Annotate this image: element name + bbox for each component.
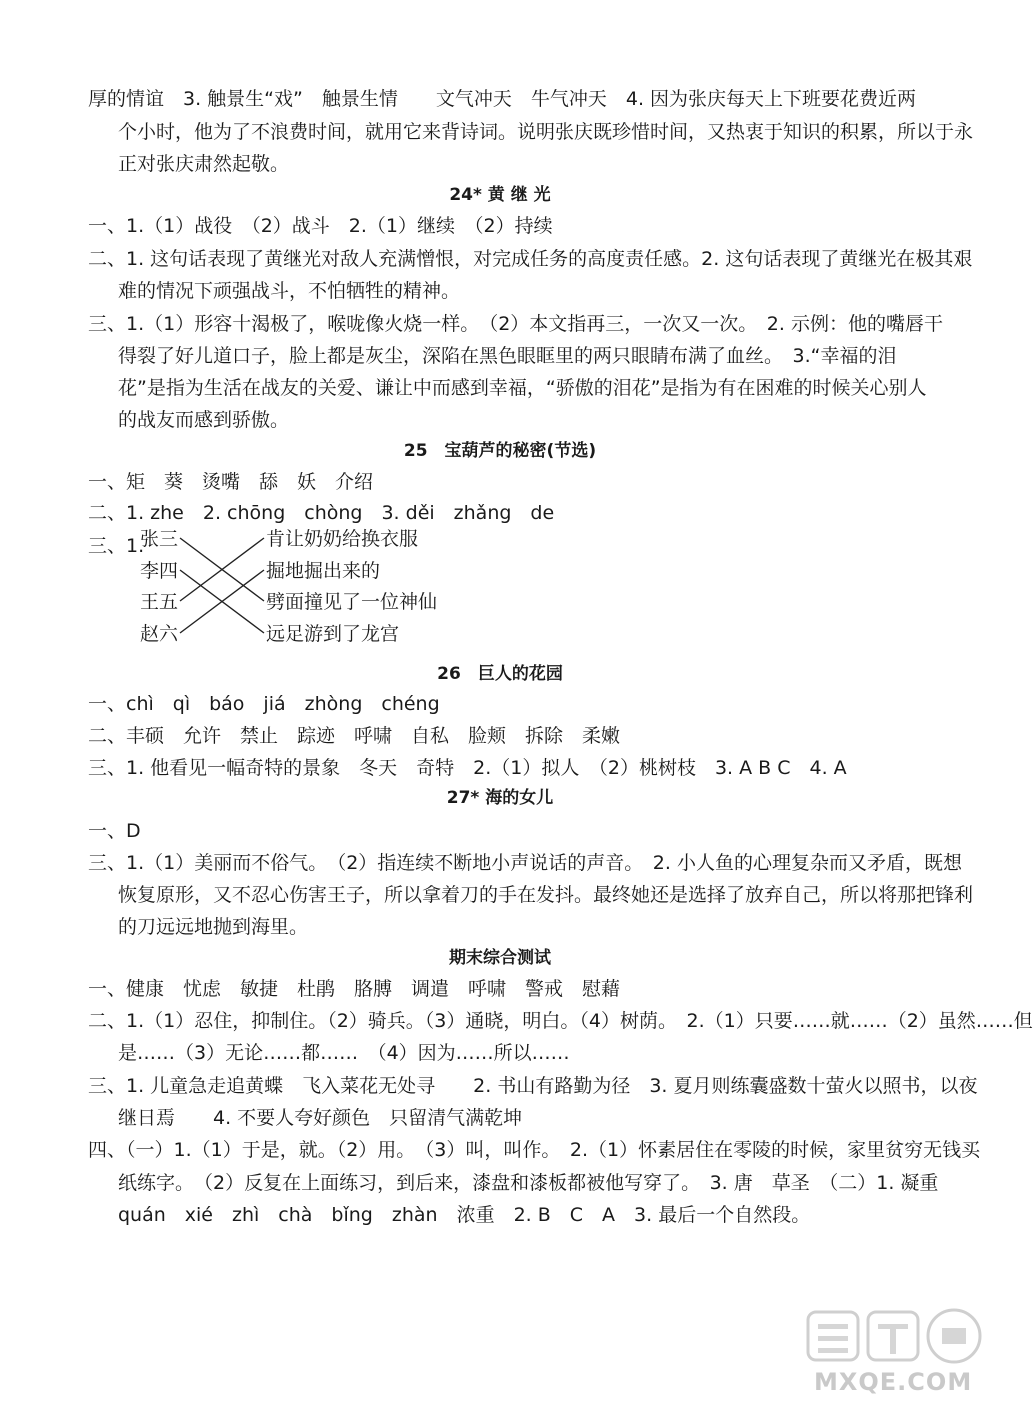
text-line: 的战友而感到骄傲。 — [118, 409, 290, 431]
text-line: 一、1.（1）战役 （2）战斗 2.（1）继续 （2）持续 — [88, 215, 553, 237]
matching-exercise — [140, 528, 460, 656]
text-line: 四、（一）1.（1）于是，就。（2）用。 （3）叫，叫作。 2.（1）怀素居住在零陵的时候，家里贫穷无钱买 — [88, 1139, 981, 1161]
text-line: 是……（3）无论……都…… （4）因为……所以…… — [118, 1042, 570, 1064]
text-line: 一、矩 葵 烫嘴 舔 妖 介绍 — [88, 471, 374, 493]
watermark-site: MXQE.COM — [814, 1368, 973, 1396]
text-line: 得裂了好儿道口子，脸上都是灰尘，深陷在黑色眼眶里的两只眼睛布满了血丝。 3.“幸福的泪 — [118, 345, 897, 367]
match-left-item: 李四 — [140, 560, 179, 582]
match-right-item: 劈面撞见了一位神仙 — [266, 591, 438, 613]
text-line: 正对张庆肃然起敬。 — [118, 153, 290, 175]
text-line: 难的情况下顽强战斗，不怕牺牲的精神。 — [118, 280, 461, 302]
watermark — [802, 1304, 992, 1396]
text-line: 继日焉 4. 不要人夸好颜色 只留清气满乾坤 — [118, 1107, 523, 1129]
text-line: 三、1. — [88, 535, 145, 557]
watermark-logo — [802, 1304, 992, 1366]
text-line: 三、1. 儿童急走追黄蝶 飞入菜花无处寻 2. 书山有路勤为径 3. 夏月则练囊盛数十萤火以照书，以夜 — [88, 1075, 978, 1097]
section-title-25: 25 宝葫芦的秘密(节选) — [403, 441, 597, 461]
text-line: 厚的情谊 3. 触景生“戏” 触景生情 文气冲天 牛气冲天 4. 因为张庆每天上下班要花费近两 — [88, 88, 917, 110]
text-line: 二、丰硕 允许 禁止 踪迹 呼啸 自私 脸颊 拆除 柔嫩 — [88, 725, 621, 747]
text-line: 恢复原形，又不忍心伤害王子，所以拿着刀的手在发抖。最终她还是选择了放弃自己，所以将那把锋利 — [118, 884, 974, 906]
text-line: 二、1. zhe 2. chōng chòng 3. děi zhǎng de — [88, 502, 555, 524]
match-right-item: 掘地掘出来的 — [266, 560, 381, 582]
text-line: 三、1. 他看见一幅奇特的景象 冬天 奇特 2.（1）拟人 （2）桃树枝 3. A B C 4. A — [88, 757, 847, 779]
text-line: 一、D — [88, 820, 141, 842]
text-line: 的刀远远地抛到海里。 — [118, 916, 309, 938]
text-line: 花”是指为生活在战友的关爱、谦让中而感到幸福，“骄傲的泪花”是指为有在困难的时候关心别人 — [118, 377, 927, 399]
match-left-item: 张三 — [140, 528, 179, 550]
text-line: 三、1.（1）美丽而不俗气。 （2）指连续不断地小声说话的声音。 2. 小人鱼的心理复杂而又矛盾，既想 — [88, 852, 962, 874]
text-line: quán xié zhì chà bǐng zhàn 浓重 2. B C A 3. 最后一个自然段。 — [118, 1204, 811, 1226]
text-line: 纸练字。 （2）反复在上面练习，到后来，漆盘和漆板都被他写穿了。 3. 唐 草圣 （二）1. 凝重 — [118, 1172, 939, 1194]
match-right-item: 远足游到了龙宫 — [266, 623, 400, 645]
section-title-24: 24* 黄 继 光 — [449, 185, 551, 205]
match-left-item: 王五 — [140, 591, 179, 613]
text-line: 个小时，他为了不浪费时间，就用它来背诗词。说明张庆既珍惜时间，又热衷于知识的积累，所以于永 — [118, 121, 974, 143]
text-line: 二、1.（1）忍住，抑制住。（2）骑兵。（3）通晓，明白。（4）树荫。 2.（1）只要……就……（2）虽然……但 — [88, 1010, 1033, 1032]
text-line: 一、chì qì báo jiá zhòng chéng — [88, 693, 440, 715]
match-left-item: 赵六 — [140, 623, 179, 645]
text-line: 一、健康 忧虑 敏捷 杜鹃 胳膊 调遣 呼啸 警戒 慰藉 — [88, 978, 621, 1000]
section-title-27: 27* 海的女儿 — [446, 788, 554, 808]
text-line: 二、1. 这句话表现了黄继光对敌人充满憎恨，对完成任务的高度责任感。2. 这句话表现了黄继光在极其艰 — [88, 248, 973, 270]
text-line: 三、1.（1）形容十渴极了，喉咙像火烧一样。 （2）本文指再三，一次又一次。 2. 示例：他的嘴唇干 — [88, 313, 943, 335]
match-right-item: 肯让奶奶给换衣服 — [266, 528, 419, 550]
section-title-26: 26 巨人的花园 — [437, 664, 563, 684]
section-title-final: 期末综合测试 — [449, 948, 551, 968]
